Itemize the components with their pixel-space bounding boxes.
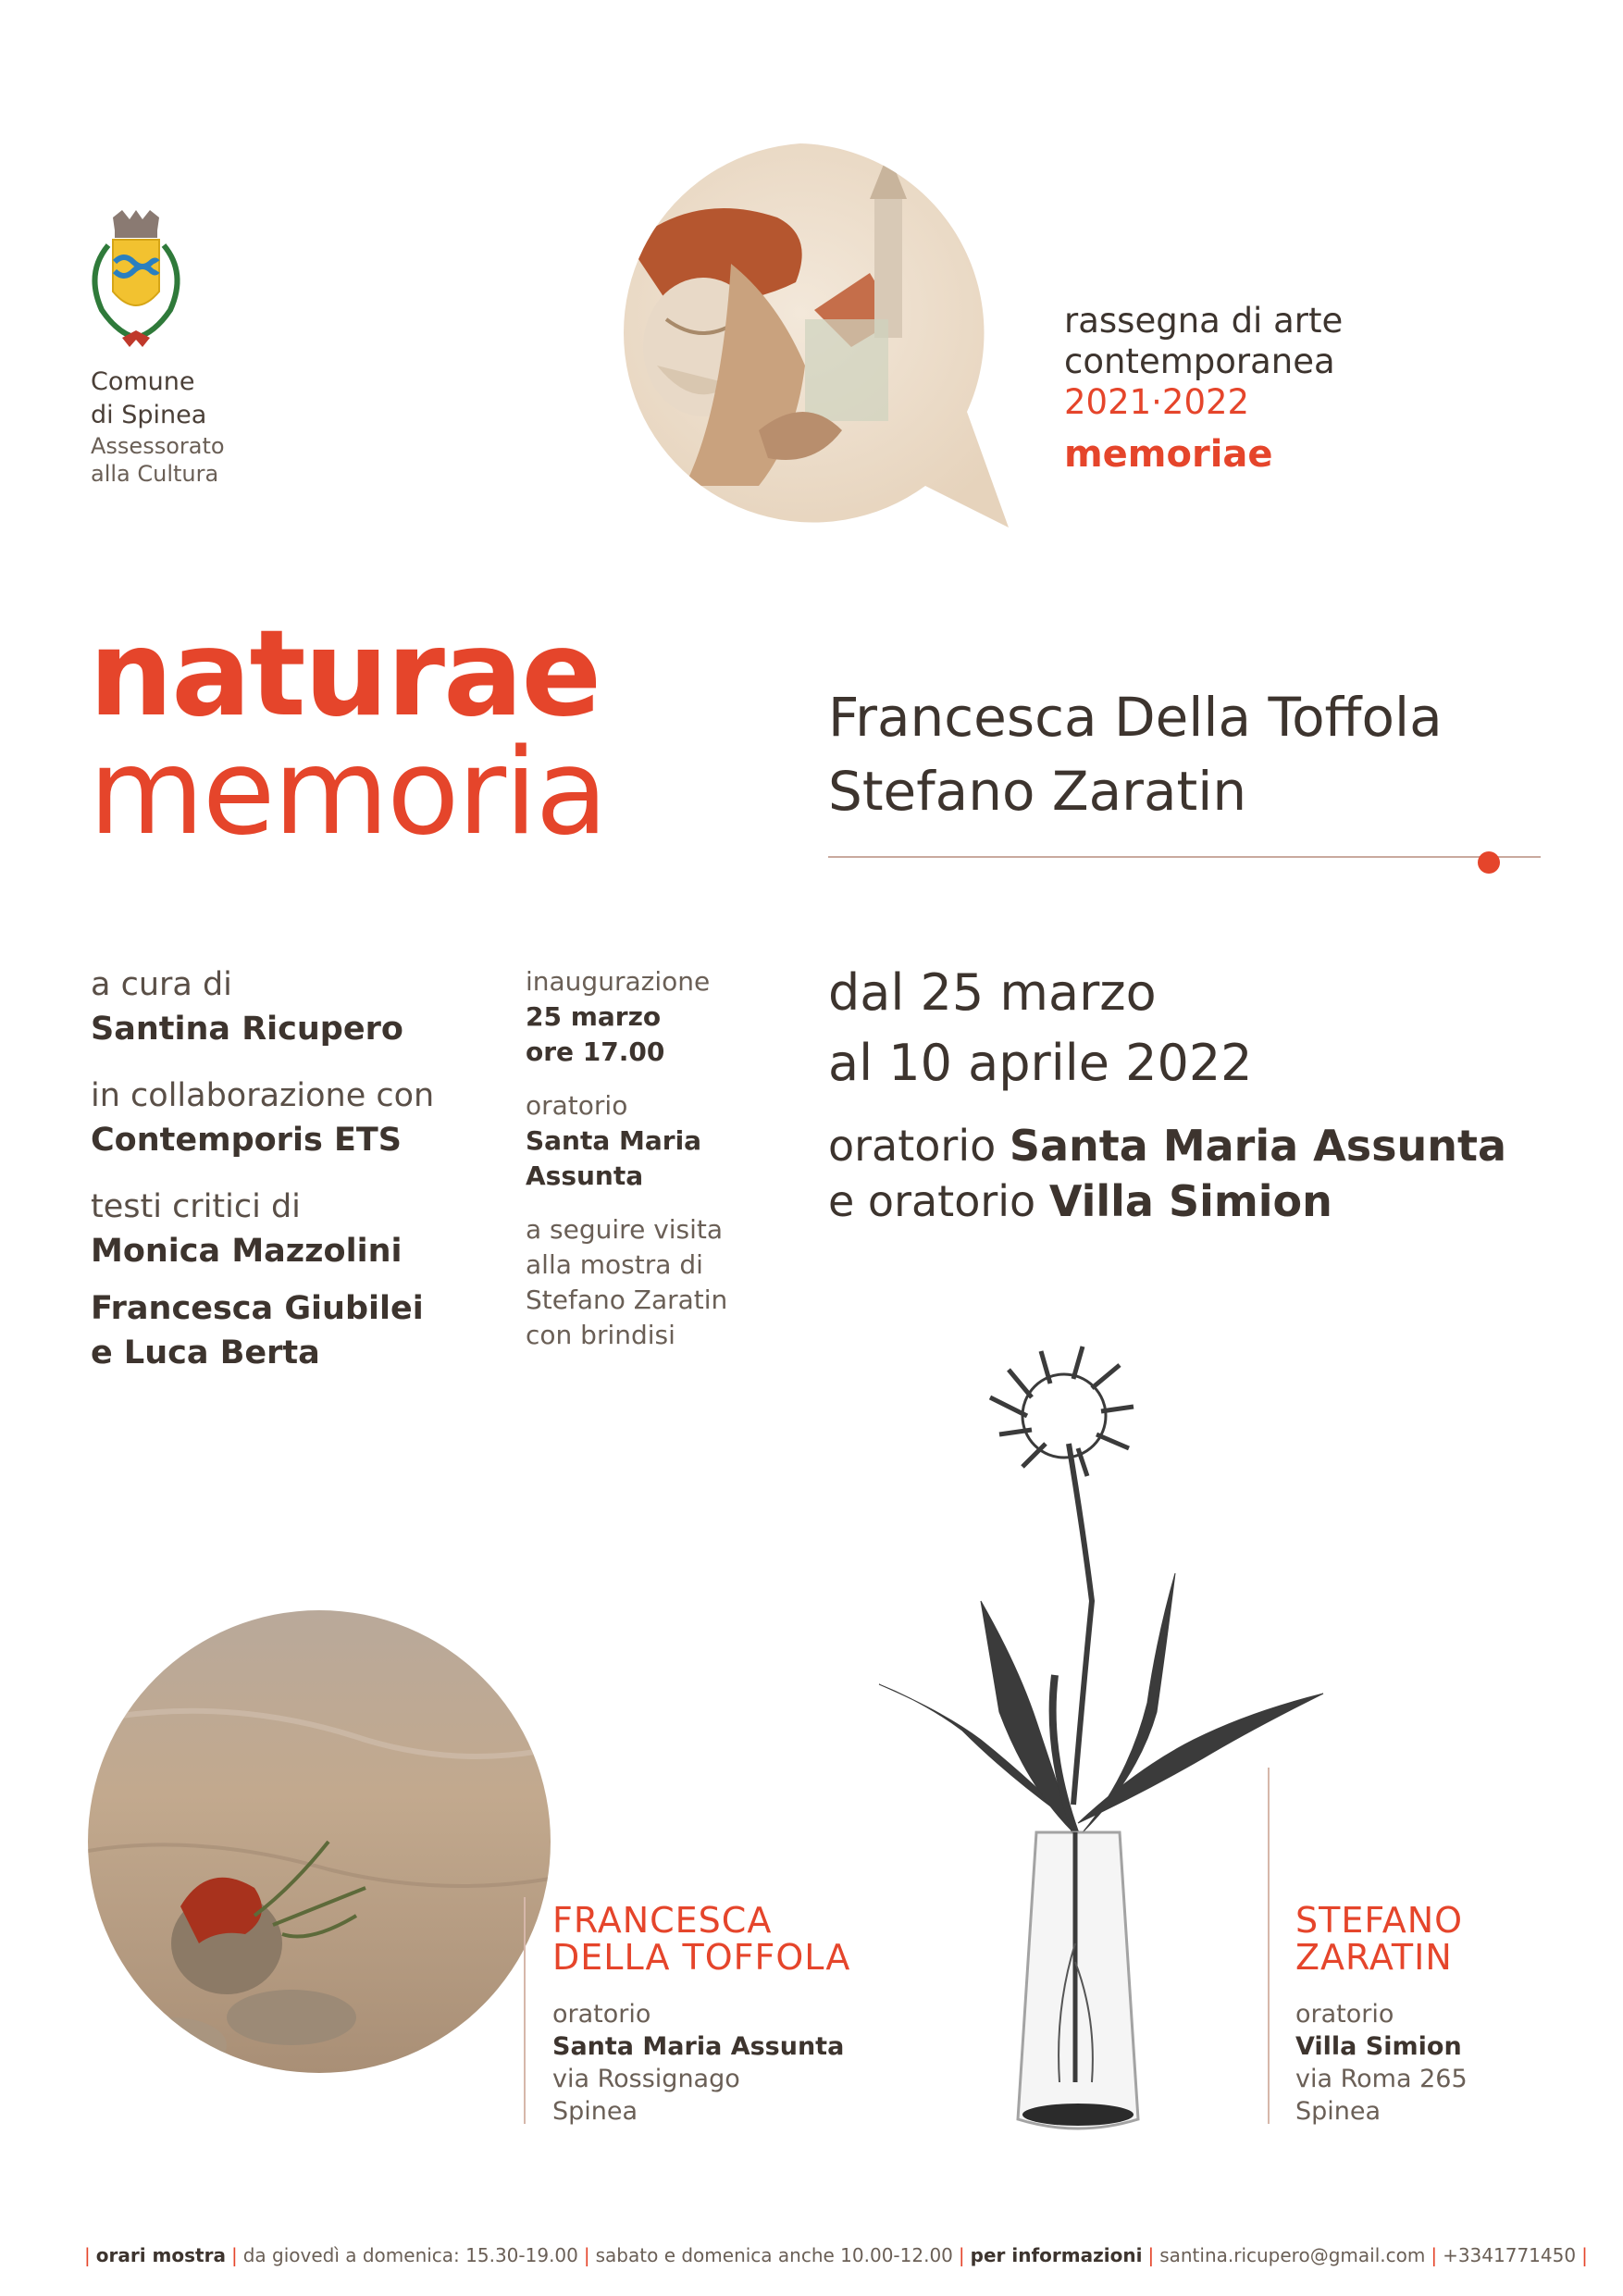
footer-email[interactable]: santina.ricupero@gmail.com: [1159, 2244, 1426, 2266]
dates-line2: al 10 aprile 2022: [828, 1034, 1253, 1092]
inauguration-date: 25 marzo: [526, 1001, 662, 1032]
fdt-place: Santa Maria Assunta: [552, 2032, 845, 2061]
collab-name: Contemporis ETS: [91, 1122, 402, 1159]
divider-vertical-2: [1268, 1768, 1270, 2124]
rassegna-line2: contemporanea: [1064, 341, 1335, 381]
comune-line4: alla Cultura: [91, 461, 219, 487]
sz-place: Villa Simion: [1295, 2032, 1462, 2061]
venues-block: [828, 1118, 1506, 1229]
spinea-crest-icon: [76, 208, 196, 361]
follow-line-3: Stefano Zaratin: [526, 1285, 728, 1315]
footer: | orari mostra | da giovedì a domenica: 15.30-19.00 | sabato e domenica anche 10.00-12.00 | per informazioni | santina.ricupero@gmail.com | +3341771450 |: [84, 2244, 1588, 2266]
comune-label: [91, 366, 225, 488]
texts-author-1: Monica Mazzolini: [91, 1233, 403, 1270]
sz-name-1: STEFANO: [1295, 1900, 1464, 1941]
venue-2-name: Villa Simion: [1048, 1176, 1332, 1226]
venue-2: [828, 1173, 1506, 1229]
footer-phone[interactable]: +3341771450: [1443, 2244, 1577, 2266]
artist-block-fdt: [552, 1902, 850, 2128]
curator-label: a cura di: [91, 966, 232, 1003]
venue-1: [828, 1118, 1506, 1173]
rassegna-years: 2021·2022: [1064, 382, 1250, 422]
credits-block: [91, 962, 434, 1375]
dandelion-vase-image: [861, 1342, 1369, 2138]
divider-vertical-1: [524, 1897, 526, 2124]
fdt-street: via Rossignago: [552, 2065, 740, 2093]
seaweed-photo: [88, 1610, 551, 2073]
venue-1-prefix: oratorio: [828, 1121, 997, 1171]
collab-label: in collaborazione con: [91, 1077, 435, 1114]
comune-line2: di Spinea: [91, 401, 207, 429]
dates-line1: dal 25 marzo: [828, 963, 1157, 1022]
artist-block-sz: [1295, 1902, 1468, 2128]
artist-name-2: Stefano Zaratin: [828, 760, 1247, 823]
texts-label: testi critici di: [91, 1188, 301, 1225]
fdt-name-1: FRANCESCA: [552, 1900, 773, 1941]
fdt-label: oratorio: [552, 2000, 651, 2029]
inauguration-place-2: Assunta: [526, 1160, 644, 1191]
texts-author-2: Francesca Giubilei: [91, 1290, 424, 1327]
texts-author-3: e Luca Berta: [91, 1334, 320, 1371]
divider-line: [828, 856, 1541, 858]
sz-city: Spinea: [1295, 2097, 1381, 2126]
venue-2-prefix: e oratorio: [828, 1176, 1036, 1226]
inauguration-place-label: oratorio: [526, 1090, 628, 1121]
artist-name-1: Francesca Della Toffola: [828, 686, 1443, 749]
rassegna-line1: rassegna di arte: [1064, 301, 1344, 341]
exhibition-dates: [828, 958, 1253, 1098]
artists-names: [828, 680, 1443, 828]
footer-info-label: per informazioni: [970, 2244, 1143, 2266]
fdt-city: Spinea: [552, 2097, 638, 2126]
sz-name-2: ZARATIN: [1295, 1937, 1453, 1978]
sz-label: oratorio: [1295, 2000, 1394, 2029]
follow-line-1: a seguire visita: [526, 1214, 724, 1245]
rassegna-block: [1064, 301, 1343, 475]
footer-hours-label: orari mostra: [95, 2244, 226, 2266]
sz-street: via Roma 265: [1295, 2065, 1468, 2093]
inauguration-time: ore 17.00: [526, 1036, 665, 1067]
comune-line1: Comune: [91, 367, 195, 396]
comune-line3: Assessorato: [91, 433, 225, 459]
exhibition-title: [89, 605, 607, 862]
fresco-bubble-image: [592, 134, 1009, 532]
curator-name: Santina Ricupero: [91, 1011, 403, 1048]
footer-hours-1: da giovedì a domenica: 15.30-19.00: [242, 2244, 578, 2266]
inauguration-label: inaugurazione: [526, 966, 711, 997]
venue-1-name: Santa Maria Assunta: [1009, 1121, 1507, 1171]
title-line2: memoria: [89, 724, 607, 862]
title-line1: naturae: [89, 605, 601, 743]
rassegna-name: memoriae: [1064, 433, 1273, 476]
fdt-name-2: DELLA TOFFOLA: [552, 1937, 851, 1978]
inauguration-block: [526, 964, 727, 1353]
follow-line-4: con brindisi: [526, 1320, 675, 1350]
follow-line-2: alla mostra di: [526, 1249, 703, 1280]
divider-dot: [1478, 851, 1500, 874]
inauguration-place-1: Santa Maria: [526, 1125, 702, 1156]
footer-hours-2: sabato e domenica anche 10.00-12.00: [595, 2244, 953, 2266]
